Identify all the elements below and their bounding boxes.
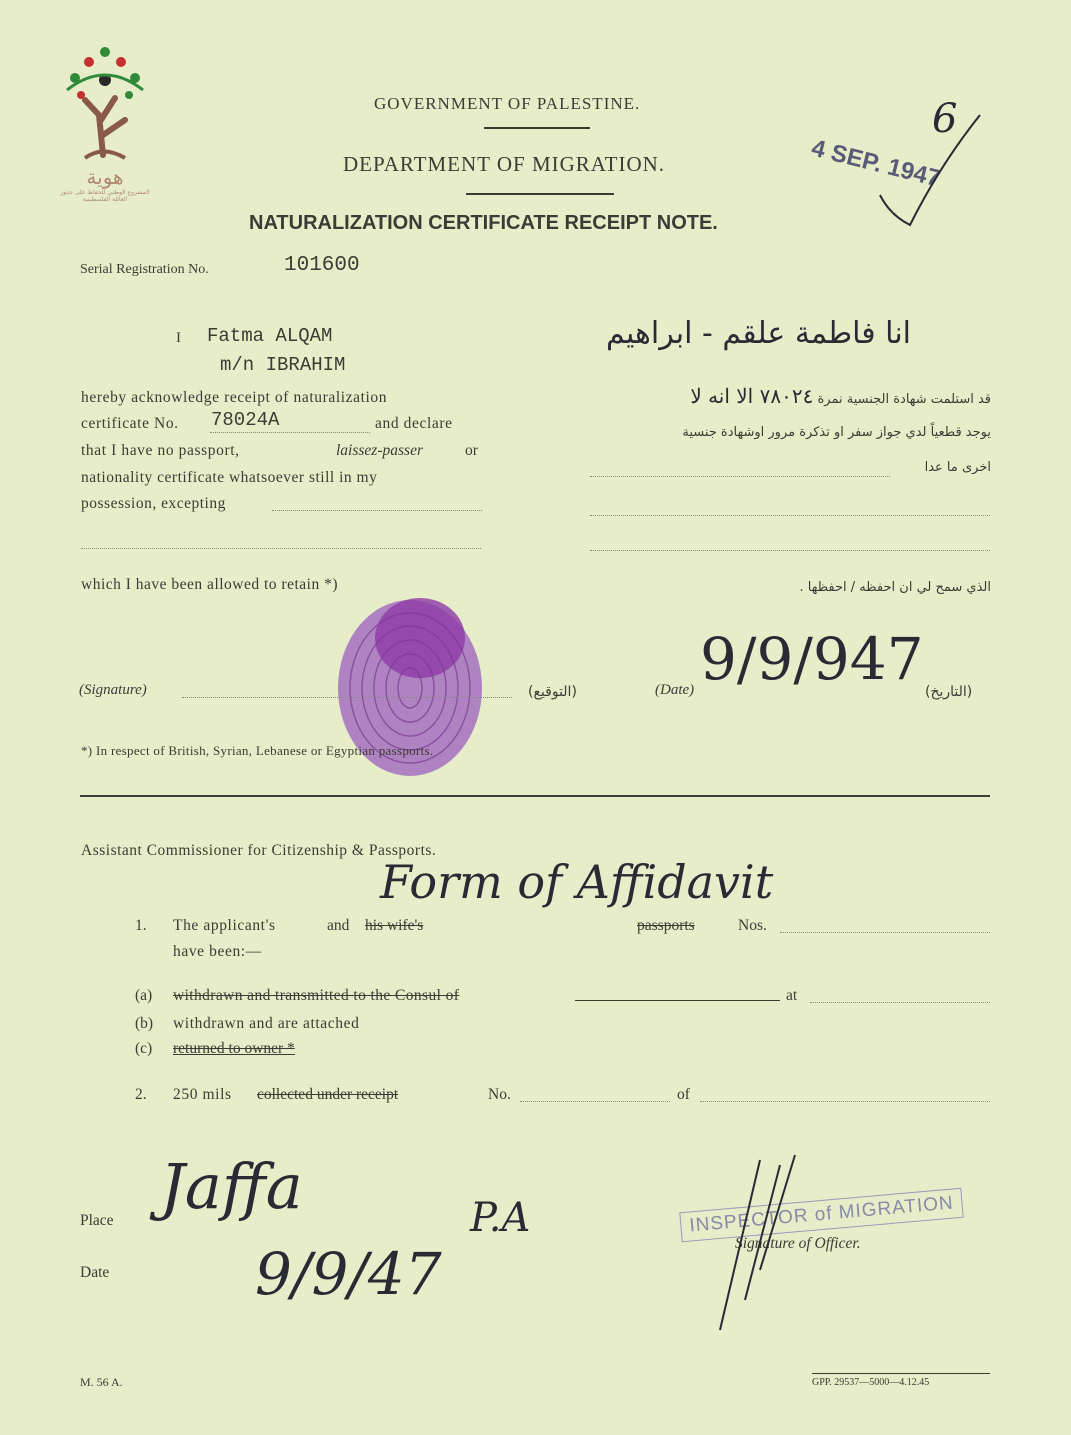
excepting-line-2 [81,548,481,549]
logo-subtitle: المشروع الوطني للحفاظ على جذور العائلة الفلسطينية [60,189,150,203]
item-1-strike-2: passports [637,917,695,934]
signature-label-arabic: (التوقيع) [528,684,577,700]
government-heading: GOVERNMENT OF PALESTINE. [374,94,641,113]
item-a-at: at [786,987,798,1004]
section-divider [80,795,990,797]
officer-signature-label: Signature of Officer. [735,1235,861,1252]
body-line-3a: that I have no passport, [81,442,240,459]
date-label: (Date) [655,682,695,698]
family-tree-icon [55,40,155,160]
item-1-text: The applicant's [173,917,276,934]
applicant-name: Fatma ALQAM [207,325,333,347]
item-2-number: 2. [135,1086,147,1103]
applicant-name-arabic: انا فاطمة علقم - ابراهيم [606,316,911,351]
footnote: *) In respect of British, Syrian, Lebanese or Egyptian passports. [81,743,434,758]
arabic-line-3-dots [590,476,890,477]
item-1-number: 1. [135,917,147,934]
serial-number: 101600 [284,254,360,277]
arabic-line-3: اخرى ما عدا [924,460,991,475]
department-heading: DEPARTMENT OF MIGRATION. [343,152,666,176]
form-code: M. 56 A. [80,1375,123,1389]
signature-label: (Signature) [79,682,147,698]
date-label-arabic: (التاريخ) [925,684,973,700]
initials: P.A [470,1195,531,1241]
item-a-line [575,1000,780,1001]
item-a-text: withdrawn and transmitted to the Consul of [173,987,460,1004]
arabic-line-5-dots [590,550,990,551]
header-rule-1 [484,127,590,129]
arabic-line-2: يوجد قطعياً لدي جواز سفر او تذكرة مرور اوشهادة جنسية [682,425,991,440]
retain-text: which I have been allowed to retain *) [81,576,339,593]
body-line-3b: laissez-passer [336,442,423,459]
item-2-of: of [677,1086,690,1103]
arabic-line-1-text: قد استلمت شهادة الجنسية نمرة [817,392,991,407]
item-c-label: (c) [135,1040,153,1057]
arabic-line-4-dots [590,515,990,516]
body-line-5: possession, excepting [81,495,226,512]
header-rule-2 [466,193,614,195]
check-mark-icon [860,105,990,235]
item-b-label: (b) [135,1015,154,1032]
item-2-line [520,1101,670,1102]
signature-line [182,697,512,698]
body-line-4: nationality certificate whatsoever still in my [81,469,378,486]
body-line-2a: certificate No. [81,415,179,432]
document-title: NATURALIZATION CERTIFICATE RECEIPT NOTE. [249,212,718,234]
place-label: Place [80,1212,114,1229]
excepting-line-1 [272,510,482,511]
officer-signature-icon [700,1150,820,1340]
inspector-stamp: INSPECTOR of MIGRATION [679,1188,964,1243]
applicant-maiden-name: m/n IBRAHIM [220,354,346,376]
date-value-handwritten: 9/9/947 [700,625,924,693]
printer-rule [812,1373,990,1374]
arabic-line-1 [690,384,991,408]
arabic-retain: الذي سمح لي ان احفظه / احفظها . [799,580,991,595]
date-stamp: 4 SEP. 1947 [808,134,944,193]
item-c-text: returned to owner * [173,1040,295,1057]
item-2-line-2 [700,1101,990,1102]
item-2-strike: collected under receipt [257,1086,399,1103]
certificate-number: 78024A [211,409,280,431]
place-value: Jaffa [160,1150,303,1223]
affidavit-annotation: Form of Affidavit [380,855,774,909]
body-line-1: hereby acknowledge receipt of naturalization [81,389,388,406]
item-a-line-2 [810,1002,990,1003]
stamp-mark: 6 [932,96,958,142]
date-bottom-value: 9/9/47 [255,1240,442,1308]
arabic-line-1-fill: ٧٨٠٢٤ الا انه لا [690,384,814,408]
printer-code: GPP. 29537—5000—4.12.45 [812,1377,930,1388]
item-b-text: withdrawn and are attached [173,1015,360,1032]
item-1-strike: his wife's [365,917,424,934]
item-2-text: 250 mils [173,1086,232,1103]
date-bottom-label: Date [80,1264,110,1281]
serial-label: Serial Registration No. [80,262,209,277]
item-1-and: and [327,917,350,934]
office-heading: Assistant Commissioner for Citizenship & Passports. [81,842,437,859]
item-1-line-2: have been:— [173,943,262,960]
item-1-line [780,932,990,933]
item-1-nos: Nos. [738,917,767,934]
logo [55,40,155,220]
body-line-2b: and declare [375,415,453,432]
body-line-3c: or [465,442,478,459]
applicant-prefix: I [176,330,181,346]
logo-title: هوية [86,165,124,189]
item-2-no: No. [488,1086,511,1103]
certificate-number-line [210,432,370,433]
item-a-label: (a) [135,987,153,1004]
